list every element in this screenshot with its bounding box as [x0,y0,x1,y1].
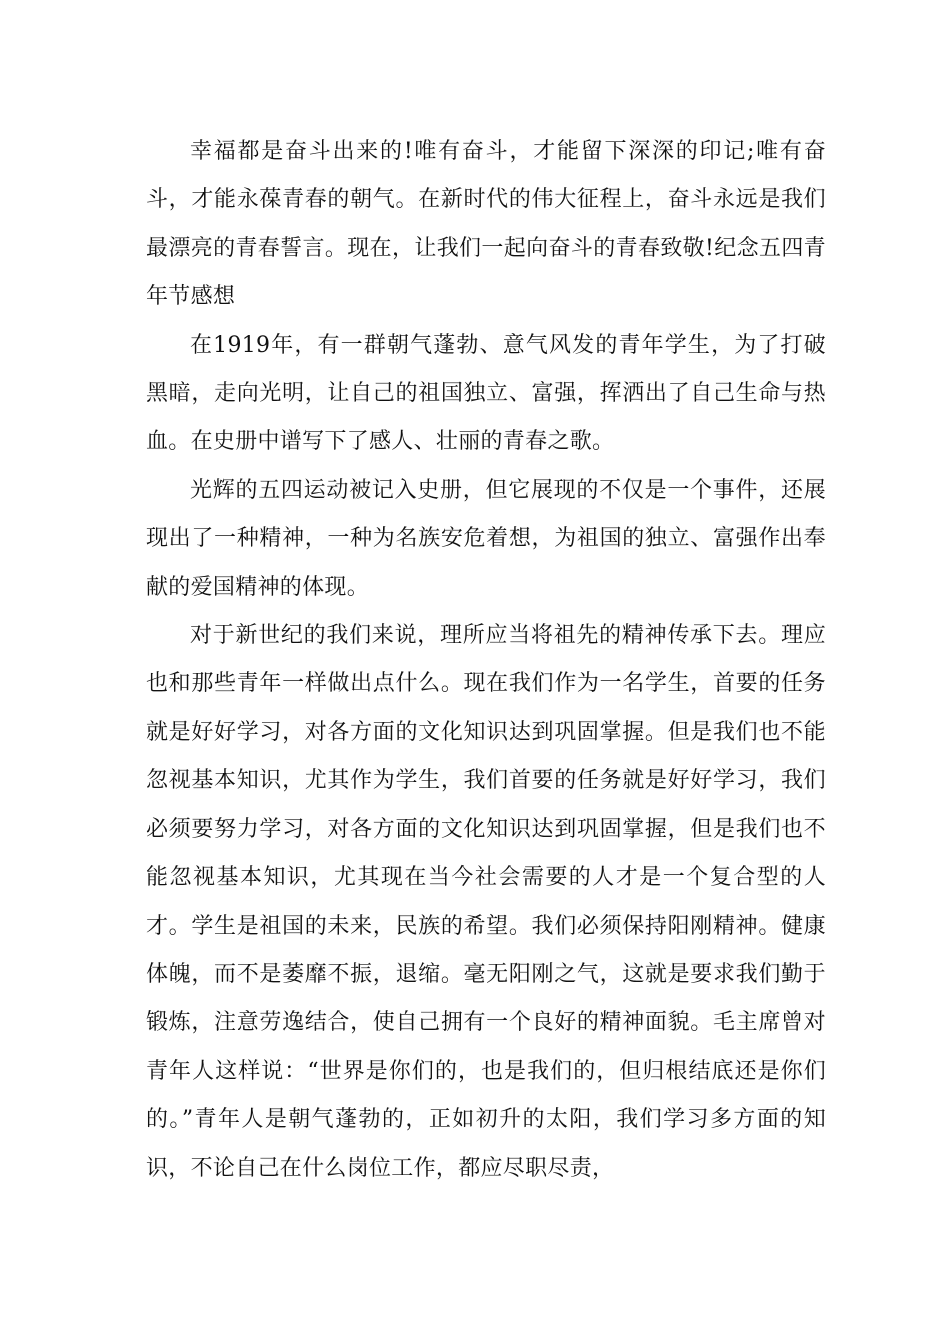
paragraph-1: 幸福都是奋斗出来的!唯有奋斗，才能留下深深的印记;唯有奋斗，才能永葆青春的朝气。在新时代的伟大征程上，奋斗永远是我们最漂亮的青春誓言。现在，让我们一起向奋斗的青春致敬!纪念五四青年节感想 [146,139,826,310]
paragraph-2: 在1919年，有一群朝气蓬勃、意气风发的青年学生，为了打破黑暗，走向光明，让自己的祖国独立、富强，挥洒出了自己生命与热血。在史册中谱写下了感人、壮丽的青春之歌。 [146,332,826,455]
document-page [146,128,826,1193]
paragraph-3: 光辉的五四运动被记入史册，但它展现的不仅是一个事件，还展现出了一种精神，一种为名族安危着想，为祖国的独立、富强作出奉献的爱国精神的体现。 [146,477,826,600]
paragraph-4: 对于新世纪的我们来说，理所应当将祖先的精神传承下去。理应也和那些青年一样做出点什么。现在我们作为一名学生，首要的任务就是好好学习，对各方面的文化知识达到巩固掌握。但是我们也不能忽视基本知识，尤其作为学生，我们首要的任务就是好好学习，我们必须要努力学习，对各方面的文化知识达到巩固掌握，但是我们也不能忽视基本知识，尤其现在当今社会需要的人才是一个复合型的人才。学生是祖国的未来，民族的希望。我们必须保持阳刚精神。健康体魄，而不是萎靡不振，退缩。毫无阳刚之气，这就是要求我们勤于锻炼，注意劳逸结合，使自己拥有一个良好的精神面貌。毛主席曾对青年人这样说：“世界是你们的，也是我们的，但归根结底还是你们的。”青年人是朝气蓬勃的，正如初升的太阳，我们学习多方面的知识，不论自己在什么岗位工作，都应尽职尽责， [146,623,826,1181]
